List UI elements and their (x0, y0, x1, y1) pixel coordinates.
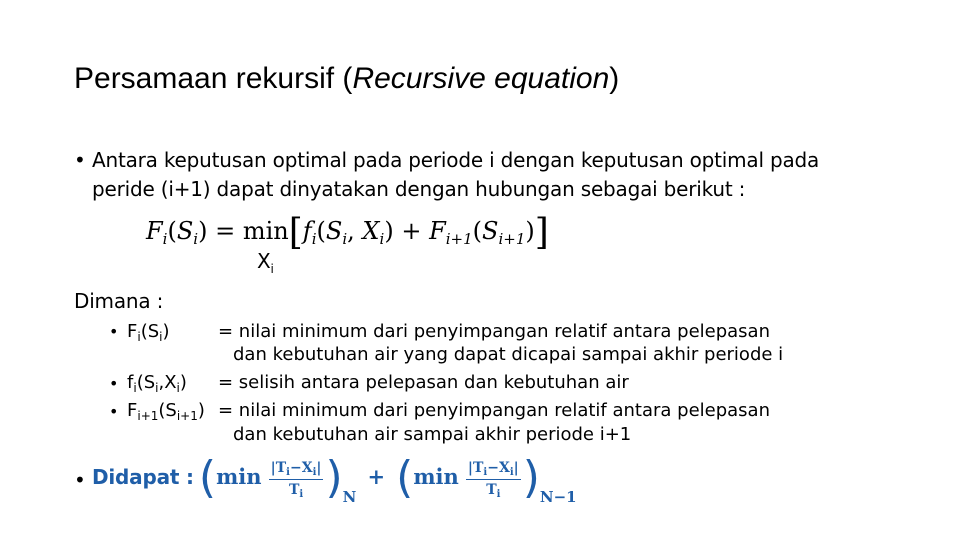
definition-line: = selisih antara pelepasan dan kebutuhan air (218, 372, 629, 393)
bullet-dot: • (109, 322, 119, 341)
definition-line: = nilai minimum dari penyimpangan relatif antara pelepasan (218, 321, 770, 342)
recursive-equation: $F_i(S_i) = \min[f_i(S_i$, $X_i) + F_{i+1}(S_{i+1})$] (146, 212, 549, 253)
term-fi-Si-Xi: $f_i(S_i,X_i)$ (127, 372, 187, 395)
bullet-dot: • (74, 468, 86, 492)
definition-line: dan kebutuhan air yang dapat dicapai sampai akhir periode i (233, 344, 784, 365)
bullet-dot: • (109, 374, 119, 393)
bullet1-line2: peride (i+1) dapat dinyatakan dengan hubungan sebagai berikut : (92, 177, 746, 201)
title-suffix: ) (609, 62, 620, 95)
bullet1-line1: Antara keputusan optimal pada periode i dengan keputusan optimal pada (92, 148, 820, 172)
fraction: $\frac{|T_i-X_i|}{T_i}$ (467, 459, 519, 500)
title-prefix: Persamaan rekursif ( (74, 62, 353, 95)
didapat-formula: Didapat : (min $\frac{|T_i-X_i|}{T_i}$ )N + (min $\frac{|T_i-X_i|}{T_i}$ )N−1 (92, 452, 577, 506)
slide-title (74, 62, 619, 96)
term-Fi-Si: $F_i(S_i)$ (127, 321, 170, 344)
term-Fi1-Si1: $F_{i+1}(S_{i+1})$ (127, 400, 205, 423)
dimana-label: Dimana : (74, 289, 164, 313)
bullet-dot: • (74, 148, 86, 172)
definition-line: dan kebutuhan air sampai akhir periode i+1 (233, 424, 632, 445)
bullet-dot: • (109, 402, 119, 421)
didapat-label: Didapat : (92, 465, 194, 489)
fraction: $\frac{|T_i-X_i|}{T_i}$ (270, 459, 322, 500)
min-subscript: $X_i$ (257, 249, 274, 276)
definition-line: = nilai minimum dari penyimpangan relatif antara pelepasan (218, 400, 770, 421)
title-italic: Recursive equation (352, 62, 610, 95)
